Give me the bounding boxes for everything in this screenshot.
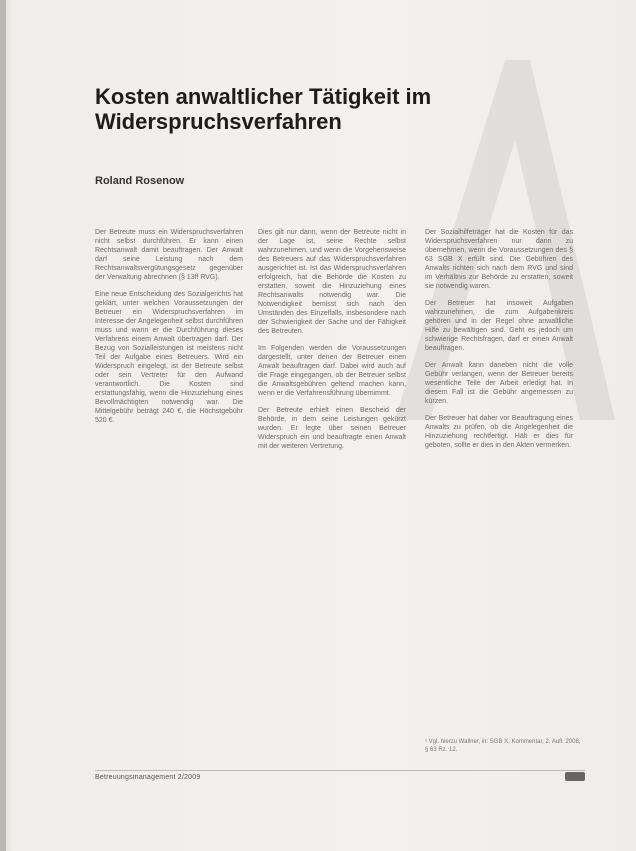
title-line-1: Kosten anwaltlicher Tätigkeit im (95, 84, 432, 109)
article-title (95, 84, 475, 134)
text-column-3 (425, 228, 573, 458)
paragraph: Im Folgenden werden die Voraussetzungen dargestellt, unter denen der Betreuer einen Anwalt beauftragen darf. Dabei wird auch auf die Frage eingegangen, ob der Betreuer selbst die Anwaltsgebühren geltend machen kann, wenn er die Verfahrensführung übernimmt. (258, 345, 406, 397)
paragraph: Der Sozialhilfeträger hat die Kosten für das Widerspruchsverfahren nur dann zu übernehmen, wenn die Voraussetzungen des § 63 SGB X erfüllt sind. Die Gebühren des Anwalts richten sich nach dem RVG und sind im Verhältnis zur Behörde zu erstatten, soweit sie notwendig waren. (425, 229, 573, 290)
publication-footer: Betreuungsmanagement 2/2009 (95, 774, 201, 781)
title-line-2: Widerspruchsverfahren (95, 109, 342, 134)
paragraph: Der Betreuer hat insoweit Aufgaben wahrzunehmen, die zum Aufgabenkreis gehören und in der Regel ohne anwaltliche Hilfe zu bewältigen sind. Geht es jedoch um schwierige Rechtsfragen, darf er einen Anwalt beauftragen. (425, 300, 573, 352)
text-column-1 (95, 228, 243, 433)
author-name: Roland Rosenow (95, 175, 185, 187)
page-number-tab (565, 772, 585, 781)
paragraph: Der Betreute muss ein Widerspruchsverfahren nicht selbst durchführen. Er kann einen Rechtsanwalt damit beauftragen. Der Anwalt darf seine Leistung nach dem Rechtsanwaltsvergütungsgesetz gegenüber der Verwaltung abrechnen (§ 13ff RVG). (95, 229, 243, 281)
footer-divider (95, 770, 585, 771)
paragraph: Dies gilt nur dann, wenn der Betreute nicht in der Lage ist, seine Rechte selbst wahrzunehmen, und wenn die Vorgehensweise des Betreuers auf das Widerspruchsverfahren ausgerichtet ist. Ist das Widerspruchsverfahren erfolgreich, hat die Behörde die Kosten zu erstatten, soweit die Hinzuziehung eines Rechtsanwalts notwendig war. Die Notwendigkeit bemisst sich nach den Umständen des Einzelfalls, insbesondere nach der Schwierigkeit der Sache und der Fähigkeit des Betreuten. (258, 229, 406, 335)
paragraph: Der Betreute erhielt einen Bescheid der Behörde, in dem seine Leistungen gekürzt wurden. Er legte über seinen Betreuer Widerspruch ein und beauftragte einen Anwalt mit der weiteren Vertretung. (258, 407, 406, 450)
footnote: ¹ Vgl. hierzu Wallner, in: SGB X, Kommentar, 2. Aufl. 2008, § 63 Rz. 12. (425, 739, 581, 753)
page-edge-shadow (0, 0, 6, 851)
paragraph: Eine neue Entscheidung des Sozialgerichts hat geklärt, unter welchen Voraussetzungen der Betreuer ein Widerspruchsverfahren im Interesse der Angelegenheit selbst durchführen muss und wann er die Durchführung dieses Verfahrens einem Anwalt übertragen darf. Der Bezug von Sozialleistungen ist meistens nicht Teil der Aufgabe eines Betreuers. Wird ein Widerspruch eingelegt, ist der Betreute selbst oder sein Vertreter für den Aufwand verantwortlich. Die Kosten sind erstattungsfähig, wenn die Hinzuziehung eines Bevollmächtigten notwendig war. Die Mittelgebühr beträgt 240 €, die Höchstgebühr 520 €. (95, 291, 243, 424)
paragraph: Der Anwalt kann daneben nicht die volle Gebühr verlangen, wenn der Betreuer bereits wesentliche Teile der Arbeit erledigt hat. In diesem Fall ist die Gebühr angemessen zu kürzen. (425, 362, 573, 405)
paragraph: Der Betreuer hat daher vor Beauftragung eines Anwalts zu prüfen, ob die Angelegenheit die Hinzuziehung rechtfertigt. Hält er dies für geboten, sollte er dies in den Akten vermerken. (425, 415, 573, 449)
text-column-2 (258, 228, 406, 459)
